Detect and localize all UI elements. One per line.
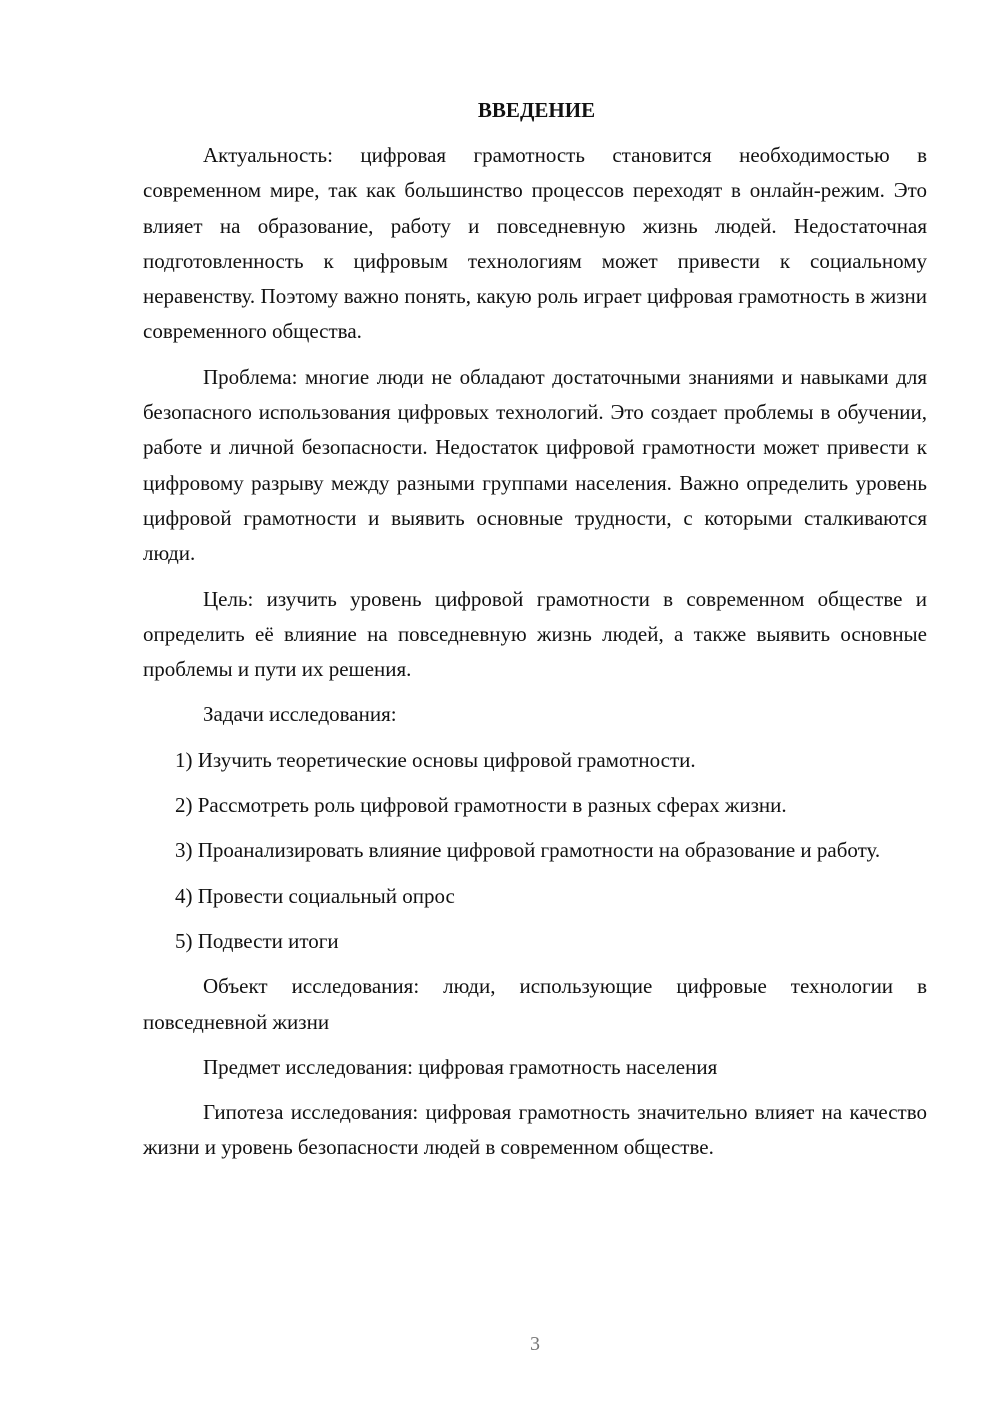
object-paragraph: Объект исследования: люди, использующие цифровые технологии в повседневной жизни — [143, 974, 927, 1034]
task-item-5: 5) Подвести итоги — [175, 928, 339, 953]
tasks-heading: Задачи исследования: — [203, 702, 397, 727]
task-item-4: 4) Провести социальный опрос — [175, 883, 455, 908]
goal-paragraph: Цель: изучить уровень цифровой грамотности в современном обществе и определить её влияние на повседневную жизнь людей, а также выявить основные проблемы и пути их решения. — [143, 586, 927, 682]
problem-paragraph: Проблема: многие люди не обладают достаточными знаниями и навыками для безопасного использования цифровых технологий. Это создает проблемы в обучении, работе и личной безопасности. Недостаток цифровой грамотности может привести к цифровому разрыву между разными группами населения. Важно определить уровень цифровой грамотности и выявить основные трудности, с которыми сталкиваются люди. — [143, 364, 927, 566]
page-content — [143, 92, 927, 1176]
task-item-1: 1) Изучить теоретические основы цифровой грамотности. — [175, 747, 696, 772]
task-item-2: 2) Рассмотреть роль цифровой грамотности в разных сферах жизни. — [175, 793, 787, 818]
relevance-paragraph: Актуальность: цифровая грамотность становится необходимостью в современном мире, так как большинство процессов переходят в онлайн-режим. Это влияет на образование, работу и повседневную жизнь людей. Недостаточная подготовленность к цифровым технологиям может привести к социальному неравенству. Поэтому важно понять, какую роль играет цифровая грамотность в жизни современного общества. — [143, 143, 927, 344]
page-number: 3 — [530, 1333, 540, 1355]
hypothesis-paragraph: Гипотеза исследования: цифровая грамотность значительно влияет на качество жизни и уровень безопасности людей в современном обществе. — [143, 1100, 927, 1160]
subject-paragraph: Предмет исследования: цифровая грамотность населения — [203, 1054, 718, 1079]
task-item-3: 3) Проанализировать влияние цифровой грамотности на образование и работу. — [175, 838, 881, 863]
page-title: ВВЕДЕНИЕ — [477, 98, 596, 122]
